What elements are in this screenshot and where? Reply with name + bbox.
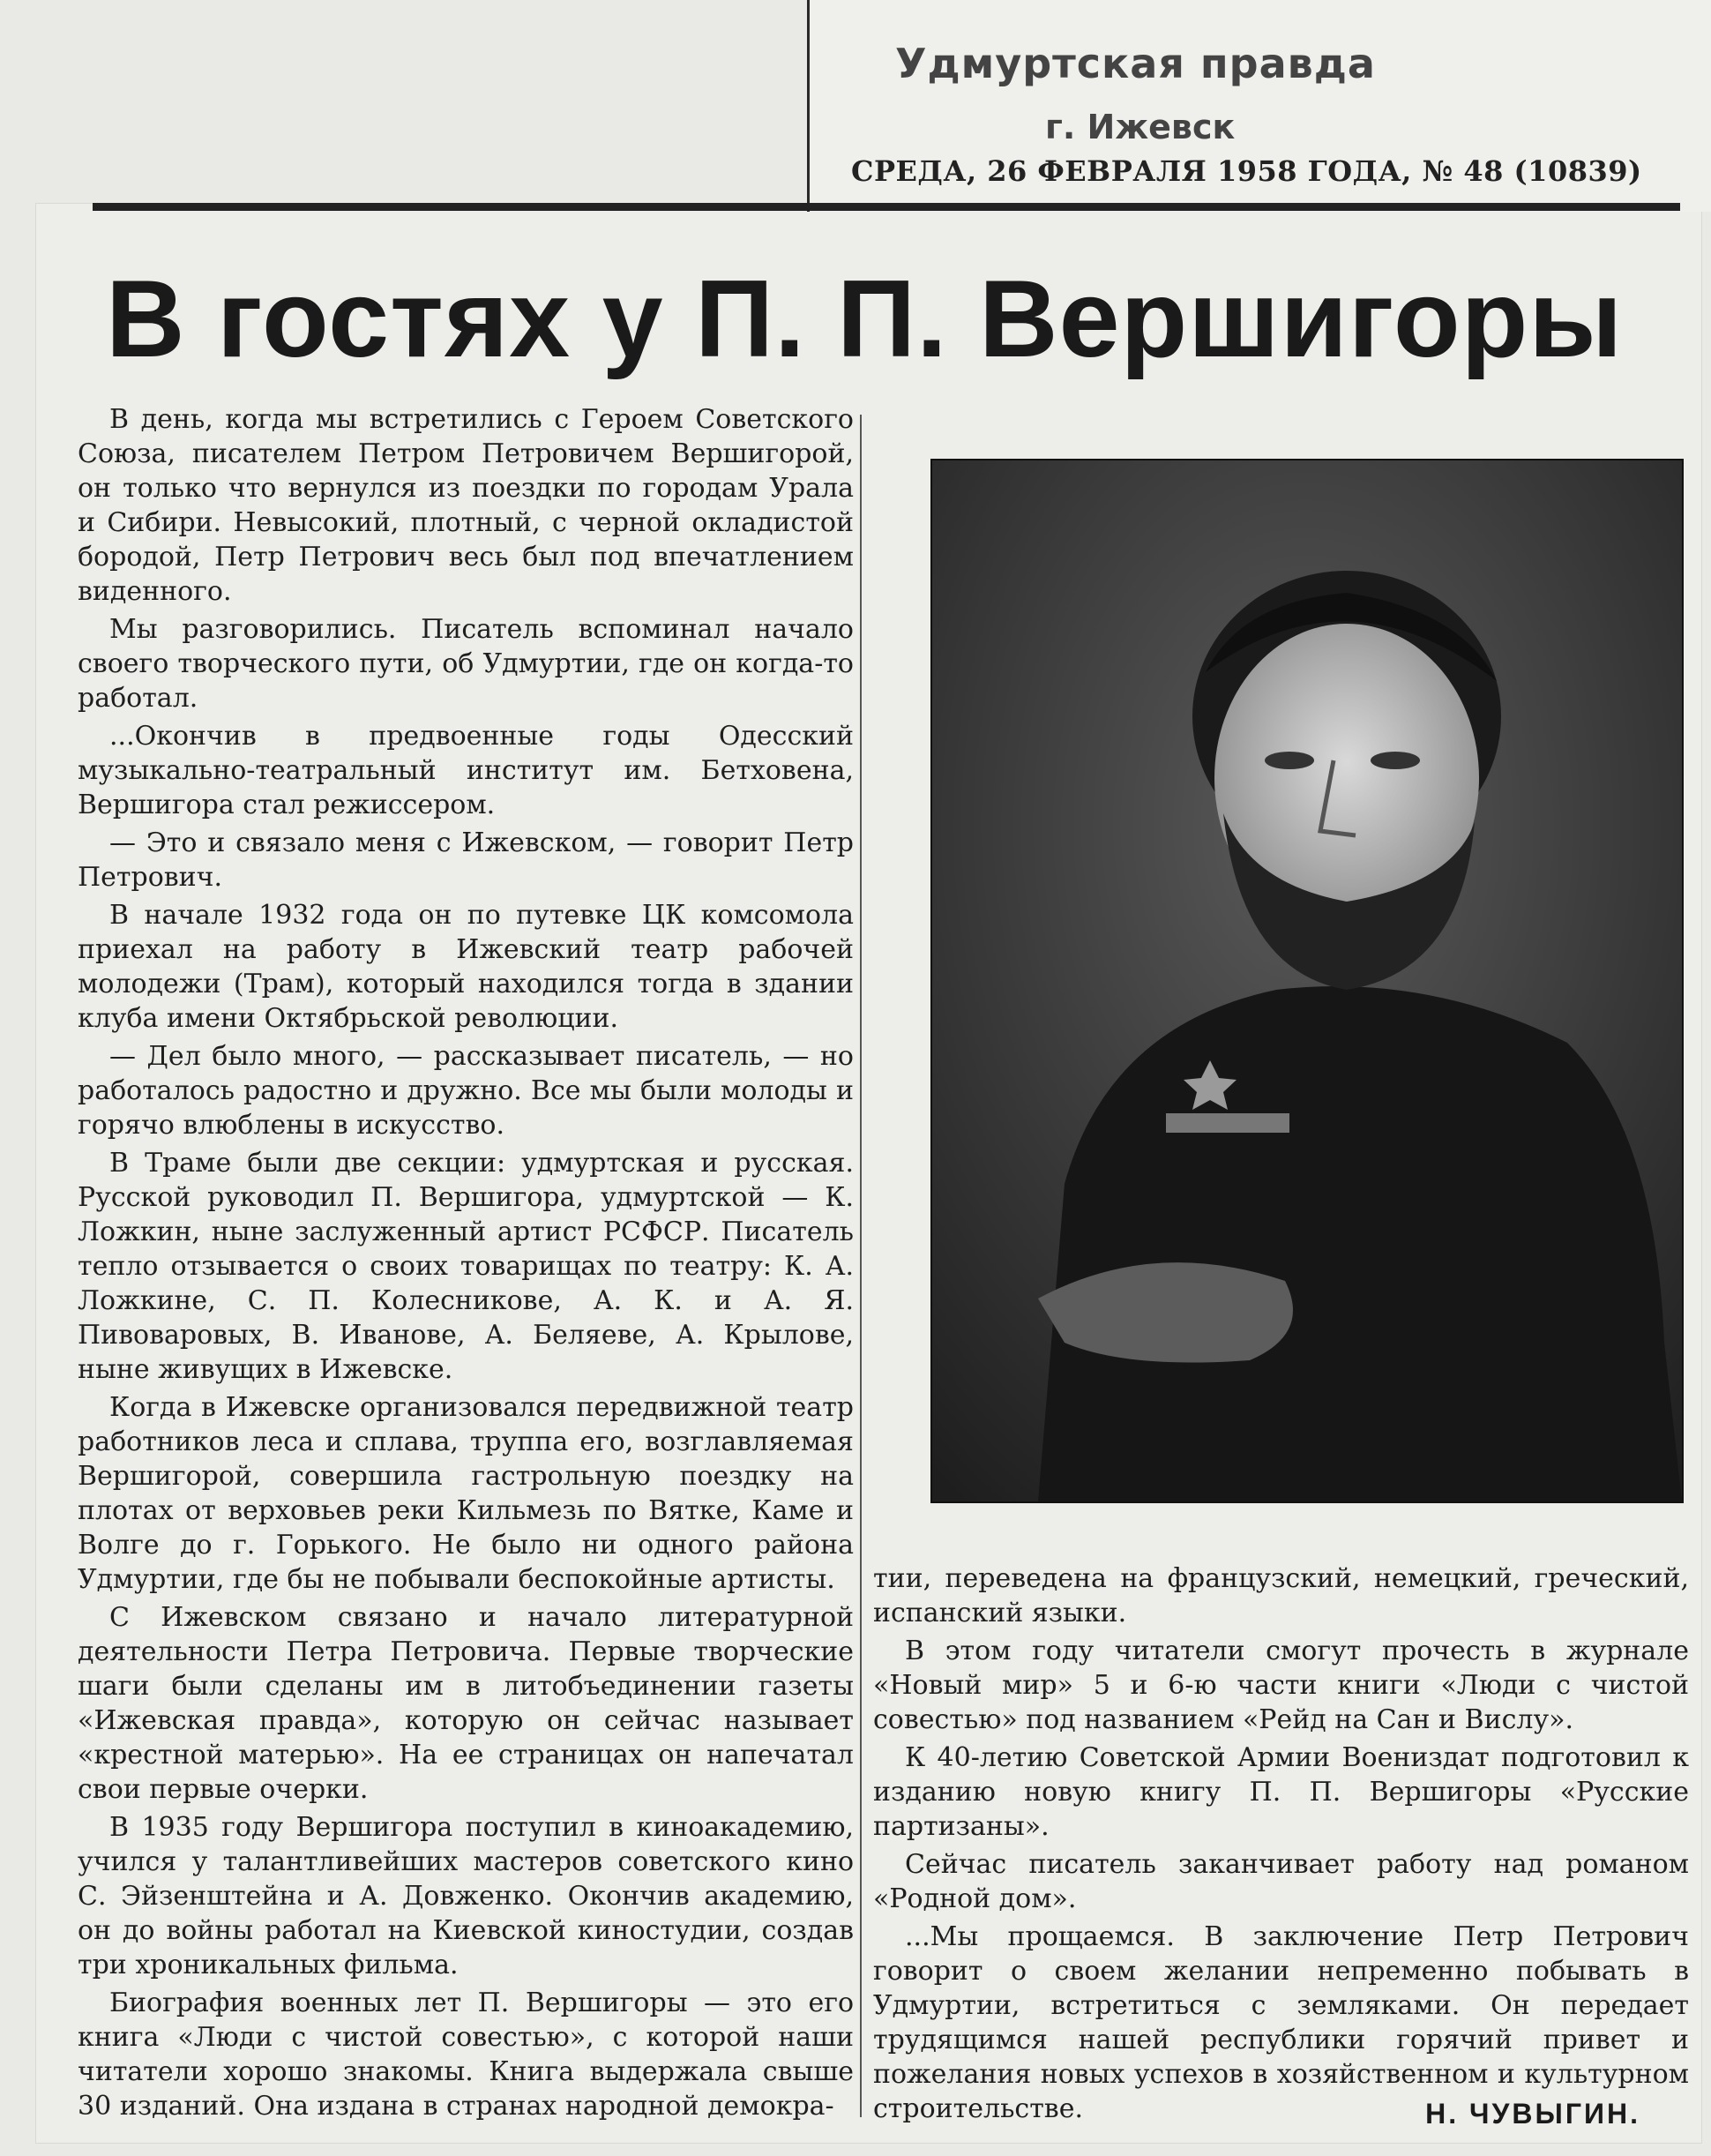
- author-signature: Н. ЧУВЫГИН.: [1425, 2098, 1640, 2130]
- paragraph: В начале 1932 года он по путевке ЦК комсомола приехал на работу в Ижевский театр рабочей молодежи (Трам), который находился тогда в здании клуба имени Октябрьской революции.: [78, 900, 854, 1034]
- paragraph: Мы разговорились. Писатель вспоминал начало своего творческого пути, об Удмуртии, где он когда-то работал.: [78, 614, 854, 714]
- dateline: СРЕДА, 26 ФЕВРАЛЯ 1958 ГОДА, № 48 (10839): [851, 154, 1642, 188]
- paragraph: Сейчас писатель заканчивает работу над романом «Родной дом».: [873, 1849, 1689, 1914]
- city-stamp: г. Ижевск: [1045, 108, 1236, 146]
- paragraph: С Ижевском связано и начало литературной деятельности Петра Петровича. Первые творческие шаги были сделаны им в литобъединении газеты «Ижевская правда», которую он сейчас называет «крестной матерью». На ее страницах он напечатал свои первые очерки.: [78, 1602, 854, 1805]
- left-text-column: [78, 402, 854, 2127]
- top-rule-divider: [93, 203, 1680, 211]
- paragraph: тии, переведена на французский, немецкий, греческий, испанский языки.: [873, 1563, 1689, 1628]
- paragraph: В 1935 году Вершигора поступил в киноакадемию, учился у талантливейших мастеров советского кино С. Эйзенштейна и А. Довженко. Окончив академию, он до войны работал на Киевской киностудии, создав три хроникальных фильма.: [78, 1812, 854, 1980]
- paragraph: В день, когда мы встретились с Героем Советского Союза, писателем Петром Петровичем Вершигорой, он только что вернулся из поездки по городам Урала и Сибири. Невысокий, плотный, с черной окладистой бородой, Петр Петрович весь был под впечатлением виденного.: [78, 404, 854, 607]
- paragraph: — Это и связало меня с Ижевском, — говорит Петр Петрович.: [78, 827, 854, 893]
- article-headline: В гостях у П. П. Вершигоры: [106, 258, 1624, 380]
- paragraph: К 40-летию Советской Армии Воениздат подготовил к изданию новую книгу П. П. Вершигоры «Русские партизаны».: [873, 1742, 1689, 1842]
- paragraph: В Траме были две секции: удмуртская и русская. Русской руководил П. Вершигора, удмуртской — К. Ложкин, ныне заслуженный артист РСФСР. Писатель тепло отзывается о своих товарищах по театру: К. А. Ложкине, С. П. Колесникове, А. К. и А. Я. Пивоваровых, В. Иванове, А. Беляеве, А. Крылове, ныне живущих в Ижевске.: [78, 1148, 854, 1385]
- right-text-column: [873, 1561, 1689, 2130]
- author-portrait-photo: [930, 459, 1684, 1503]
- paragraph: ...Окончив в предвоенные годы Одесский музыкально-театральный институт им. Бетховена, Вершигора стал режиссером.: [78, 721, 854, 820]
- paragraph: Биография военных лет П. Вершигоры — это его книга «Люди с чистой совестью», с которой наши читатели хорошо знакомы. Книга выдержала свыше 30 изданий. Она издана в странах народной демокра-: [78, 1988, 854, 2122]
- paragraph: Когда в Ижевске организовался передвижной театр работников леса и сплава, труппа его, возглавляемая Вершигорой, совершила гастрольную поездку на плотах от верховьев реки Кильмезь по Вятке, Каме и Волге до г. Горького. Не было ни одного района Удмуртии, где бы не побывали беспокойные артисты.: [78, 1392, 854, 1595]
- paragraph: ...Мы прощаемся. В заключение Петр Петрович говорит о своем желании непременно побывать в Удмуртии, встретиться с земляками. Он передает трудящимся нашей республики горячий привет и пожелания новых успехов в хозяйственном и культурном строительстве.: [873, 1921, 1689, 2124]
- column-divider: [860, 415, 862, 2117]
- portrait-illustration: [932, 460, 1682, 1501]
- paragraph: — Дел было много, — рассказывает писатель, — но работалось радостно и дружно. Все мы были молоды и горячо влюблены в искусство.: [78, 1041, 854, 1141]
- newspaper-name-stamp: Удмуртская правда: [895, 40, 1376, 87]
- paragraph: В этом году читатели смогут прочесть в журнале «Новый мир» 5 и 6-ю части книги «Люди с чистой совестью» под названием «Рейд на Сан и Вислу».: [873, 1636, 1689, 1735]
